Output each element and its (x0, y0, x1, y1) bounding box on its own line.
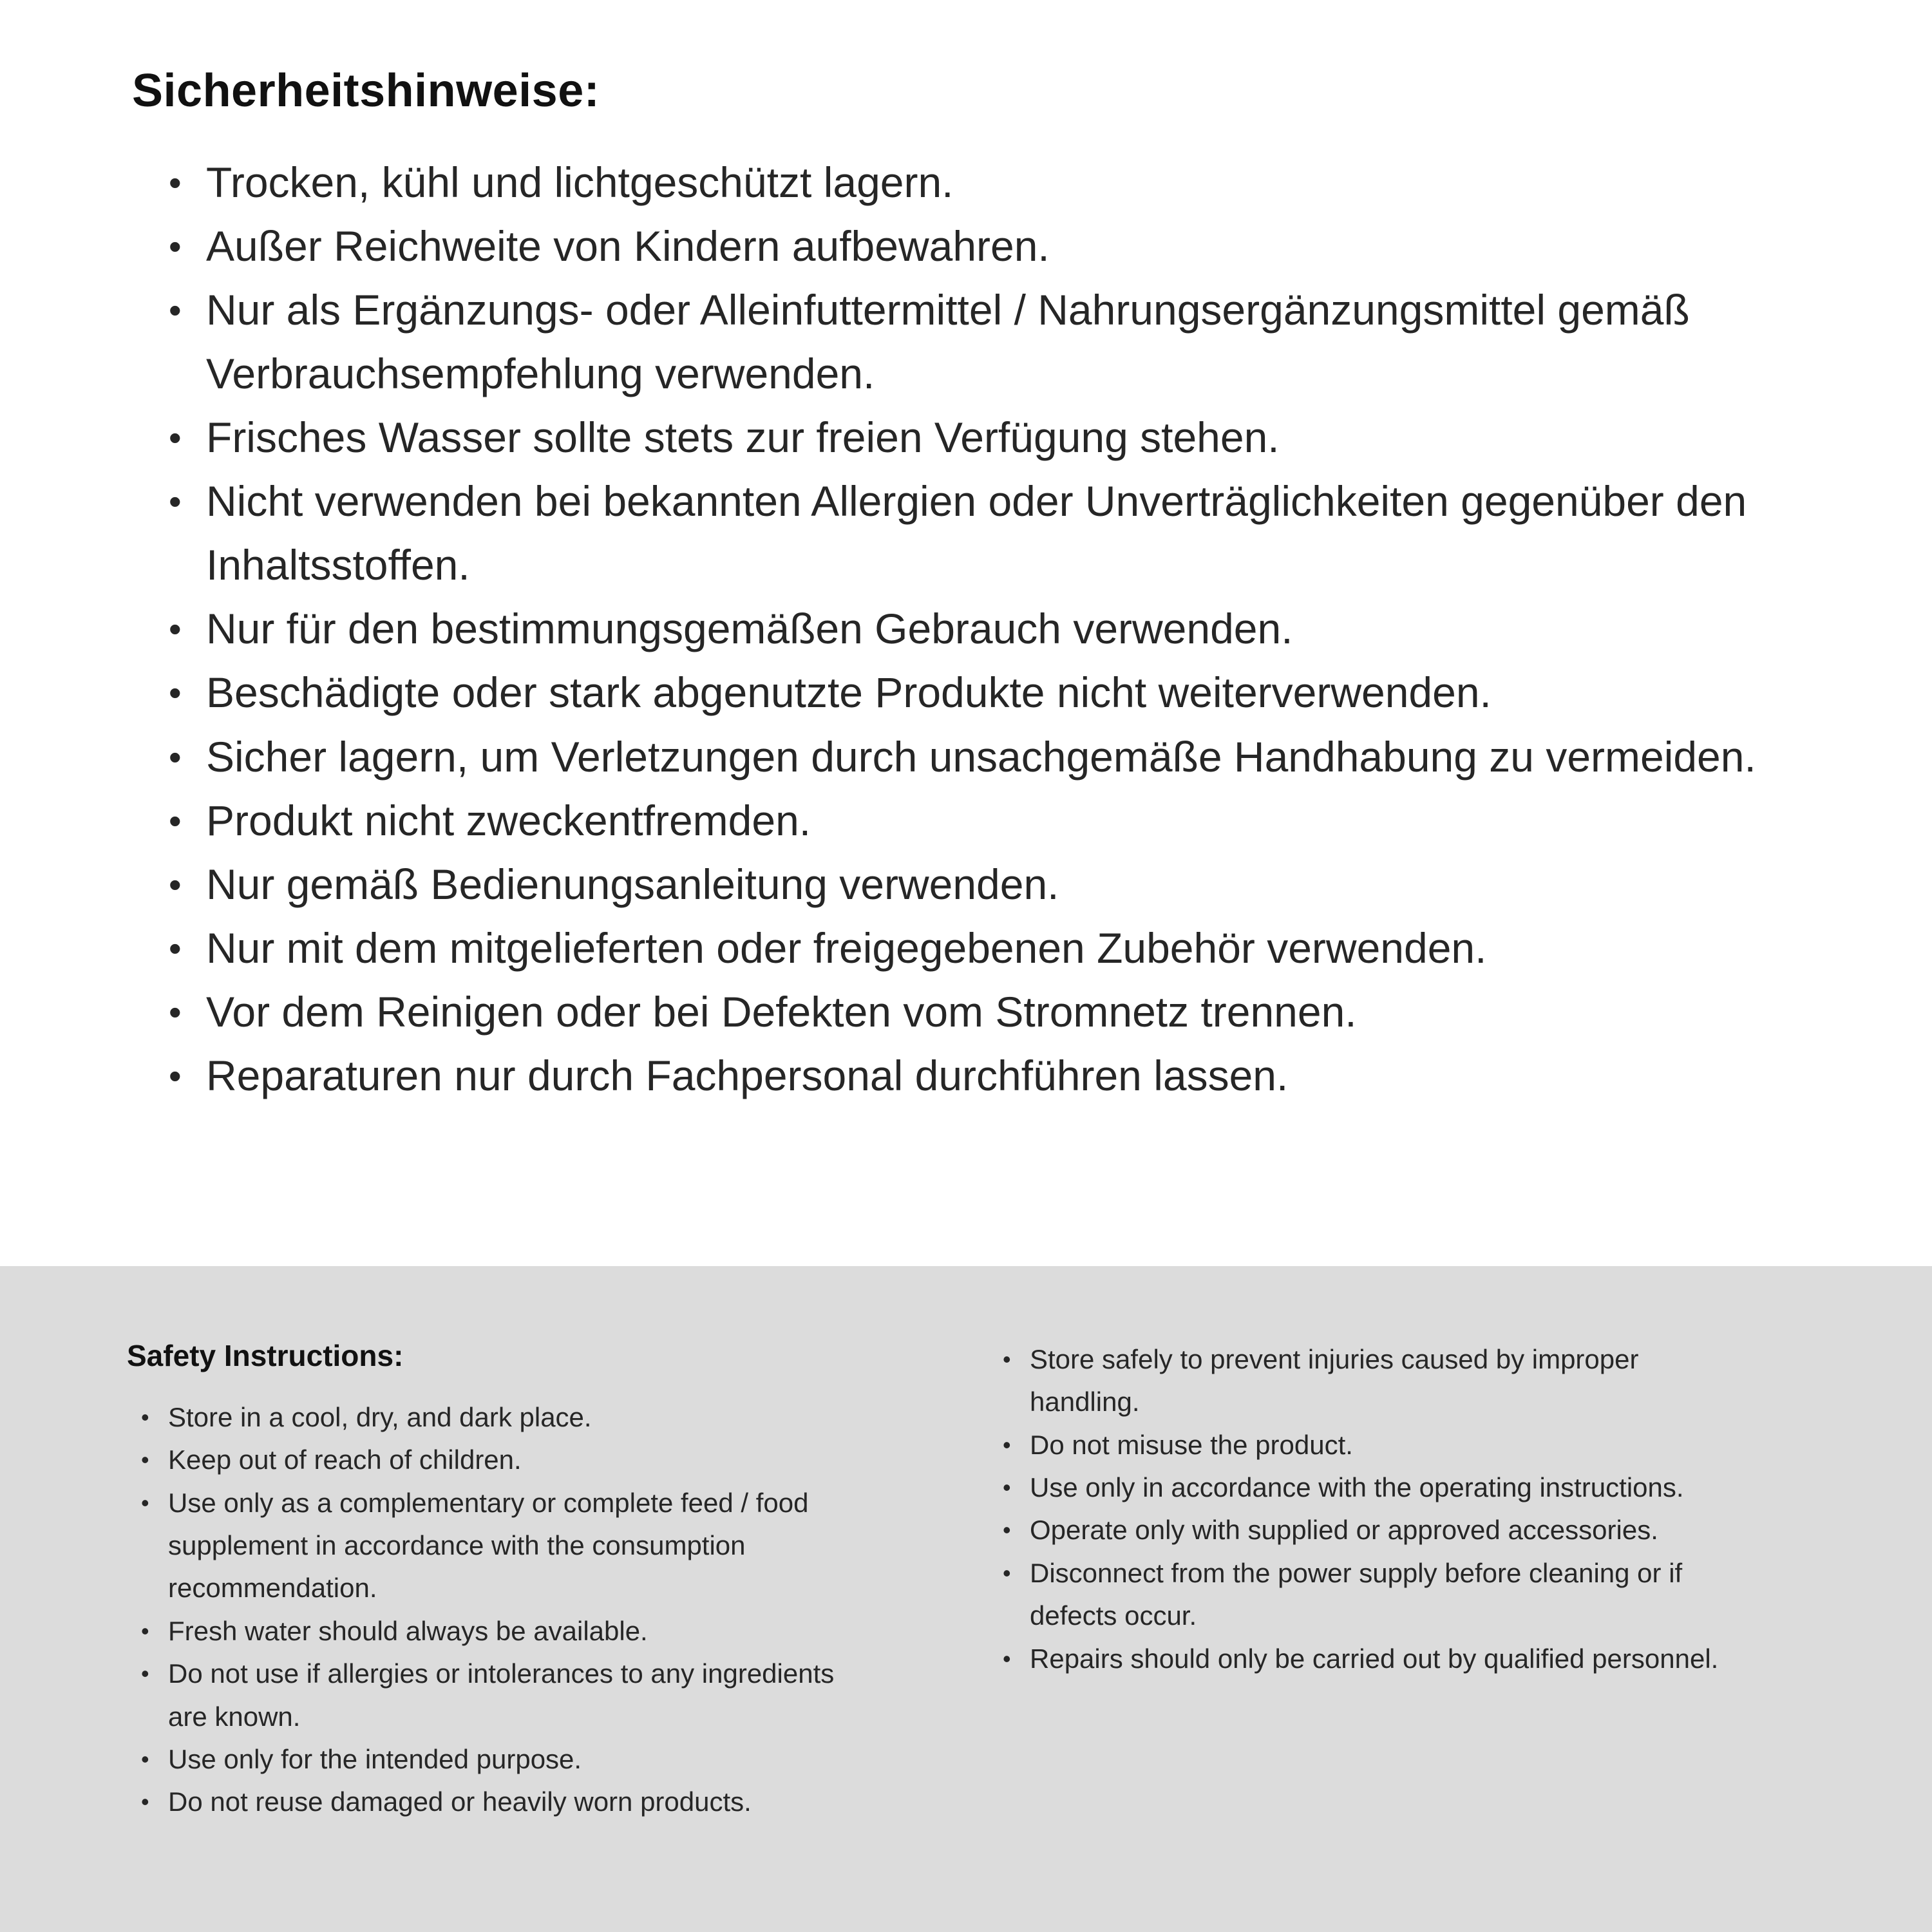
bullet-icon: • (169, 927, 182, 969)
bullet-icon: • (1003, 1474, 1011, 1501)
list-item (169, 789, 1835, 853)
bullet-icon: • (1003, 1645, 1011, 1672)
list-item (169, 853, 1835, 916)
list-item (141, 1610, 1003, 1653)
list-item (169, 725, 1835, 789)
bullet-icon: • (1003, 1346, 1011, 1372)
bullet-icon: • (141, 1446, 149, 1473)
safety-item-text: Do not misuse the product. (1030, 1429, 1353, 1460)
bullet-icon: • (141, 1489, 149, 1516)
list-item (169, 1044, 1835, 1108)
list-item (169, 406, 1835, 469)
bullet-icon: • (1003, 1559, 1011, 1586)
safety-item-text: Vor dem Reinigen oder bei Defekten vom Stromnetz trennen. (206, 987, 1357, 1036)
list-item (169, 151, 1835, 214)
list-item (169, 916, 1835, 980)
list-item (1003, 1638, 1848, 1680)
bullet-icon: • (169, 417, 182, 459)
german-safety-list (169, 151, 1835, 1108)
bullet-icon: • (169, 290, 182, 331)
safety-item-text: Do not reuse damaged or heavily worn products. (168, 1786, 752, 1817)
list-item (1003, 1424, 1848, 1466)
list-item (141, 1738, 1003, 1781)
bullet-icon: • (169, 226, 182, 267)
english-safety-list-left (141, 1396, 1003, 1824)
english-left-column (127, 1338, 1003, 1824)
english-safety-list-right (1003, 1338, 1848, 1680)
list-item (1003, 1466, 1848, 1509)
bullet-icon: • (169, 672, 182, 714)
safety-item-text: Nur mit dem mitgelieferten oder freigegebenen Zubehör verwenden. (206, 923, 1487, 972)
german-heading: Sicherheitshinweise: (132, 65, 600, 117)
bullet-icon: • (141, 1617, 149, 1644)
safety-item-text: Disconnect from the power supply before cleaning or if defects occur. (1030, 1557, 1683, 1631)
safety-item-text: Operate only with supplied or approved accessories. (1030, 1515, 1658, 1546)
bullet-icon: • (1003, 1431, 1011, 1458)
bullet-icon: • (169, 991, 182, 1032)
safety-item-text: Store in a cool, dry, and dark place. (168, 1402, 592, 1432)
safety-item-text: Trocken, kühl und lichtgeschützt lagern. (206, 158, 954, 206)
safety-item-text: Keep out of reach of children. (168, 1444, 522, 1475)
list-item (169, 597, 1835, 661)
safety-item-text: Nicht verwenden bei bekannten Allergien oder Unverträglichkeiten gegenüber den Inhaltsstoffen. (206, 477, 1747, 589)
bullet-icon: • (169, 162, 182, 203)
english-heading: Safety Instructions: (127, 1339, 404, 1372)
safety-item-text: Außer Reichweite von Kindern aufbewahren. (206, 222, 1050, 270)
list-item (141, 1653, 1003, 1738)
safety-item-text: Do not use if allergies or intolerances to any ingredients are known. (168, 1658, 835, 1732)
list-item (141, 1439, 1003, 1481)
list-item (169, 278, 1835, 406)
safety-item-text: Reparaturen nur durch Fachpersonal durchführen lassen. (206, 1052, 1289, 1100)
list-item (141, 1482, 1003, 1610)
bullet-icon: • (141, 1404, 149, 1430)
safety-item-text: Fresh water should always be available. (168, 1615, 648, 1646)
bullet-icon: • (169, 609, 182, 650)
english-section (0, 1266, 1932, 1932)
bullet-icon: • (169, 1056, 182, 1097)
bullet-icon: • (141, 1660, 149, 1687)
safety-item-text: Repairs should only be carried out by qualified personnel. (1030, 1643, 1719, 1674)
safety-item-text: Use only for the intended purpose. (168, 1743, 582, 1774)
safety-item-text: Nur gemäß Bedienungsanleitung verwenden. (206, 860, 1059, 908)
bullet-icon: • (141, 1745, 149, 1772)
list-item (169, 214, 1835, 278)
safety-item-text: Use only as a complementary or complete feed / food supplement in accordance with the consumption recommendation. (168, 1487, 809, 1604)
safety-item-text: Use only in accordance with the operating instructions. (1030, 1472, 1684, 1503)
list-item (1003, 1338, 1848, 1424)
bullet-icon: • (169, 736, 182, 777)
list-item (141, 1781, 1003, 1823)
list-item (169, 980, 1835, 1044)
safety-item-text: Nur für den bestimmungsgemäßen Gebrauch verwenden. (206, 605, 1293, 653)
bullet-icon: • (169, 864, 182, 905)
safety-item-text: Store safely to prevent injuries caused by improper handling. (1030, 1344, 1639, 1417)
list-item (169, 661, 1835, 724)
bullet-icon: • (169, 481, 182, 522)
safety-item-text: Nur als Ergänzungs- oder Alleinfuttermittel / Nahrungsergänzungsmittel gemäß Verbrauchsempfehlung verwenden. (206, 286, 1690, 398)
list-item (141, 1396, 1003, 1439)
safety-item-text: Produkt nicht zweckentfremden. (206, 796, 811, 844)
list-item (169, 469, 1835, 597)
safety-item-text: Sicher lagern, um Verletzungen durch unsachgemäße Handhabung zu vermeiden. (206, 732, 1756, 781)
safety-item-text: Beschädigte oder stark abgenutzte Produkte nicht weiterverwenden. (206, 668, 1492, 717)
safety-item-text: Frisches Wasser sollte stets zur freien Verfügung stehen. (206, 413, 1280, 462)
bullet-icon: • (1003, 1517, 1011, 1544)
list-item (1003, 1509, 1848, 1551)
list-item (1003, 1552, 1848, 1638)
english-right-column (1003, 1338, 1848, 1680)
bullet-icon: • (169, 800, 182, 841)
bullet-icon: • (141, 1788, 149, 1815)
